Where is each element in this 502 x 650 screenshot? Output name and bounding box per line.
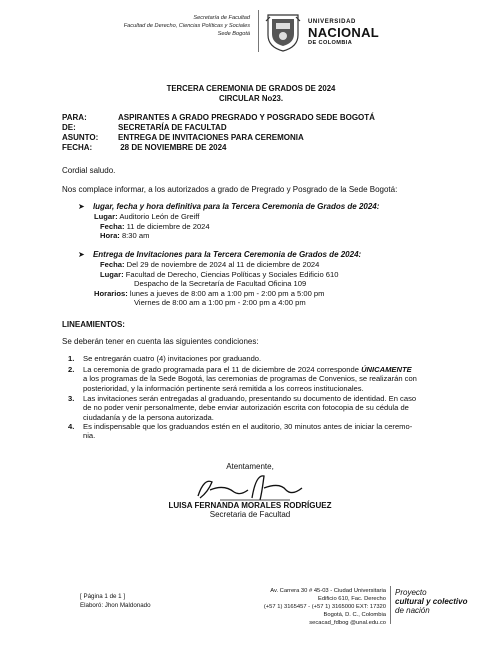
label: Fecha:	[100, 221, 125, 231]
address-line: secacad_fdbog @unal.edu.co	[309, 620, 386, 626]
list-item	[68, 422, 468, 441]
value: Viernes de 8:00 am a 1:00 pm - 2:00 pm a 4:00 pm	[134, 298, 306, 308]
slogan-line: de nación	[395, 606, 430, 615]
circular-number: CIRCULAR No23.	[218, 94, 284, 103]
address-line: Av. Carrera 30 # 45-03 - Ciudad Universitaria	[270, 588, 386, 594]
meta-fecha	[62, 143, 226, 153]
label: Hora:	[100, 231, 120, 241]
item-text: ciudadanía y de la persona autorizada.	[83, 412, 214, 422]
footer-address	[254, 587, 386, 627]
meta-key: DE:	[62, 123, 76, 132]
project-slogan	[395, 588, 467, 615]
address-line: Bogotá, D. C., Colombia	[323, 612, 386, 618]
signature-icon	[190, 470, 310, 504]
item-text: posterioridad, y la información pertinente será remitida a los correos institucionales.	[83, 383, 364, 393]
item-text: Se entregarán cuatro (4) invitaciones por graduando.	[83, 354, 262, 363]
item-number: 1.	[68, 354, 75, 363]
page-indicator: [ Página 1 de 1 ]	[80, 593, 126, 600]
university-name: NACIONAL	[308, 25, 380, 40]
meta-value: ENTREGA DE INVITACIONES PARA CEREMONIA	[118, 133, 304, 142]
university-word: UNIVERSIDAD	[308, 19, 356, 25]
meta-para	[62, 113, 375, 123]
label: Fecha:	[100, 260, 125, 269]
value: Despacho de la Secretaría de Facultad Oficina 109	[134, 279, 307, 289]
dept-line: Secretaría de Facultad	[193, 15, 250, 21]
value: 8:30 am	[119, 231, 150, 241]
value: 11 de diciembre de 2024	[124, 221, 210, 231]
item-text: nia.	[83, 431, 96, 441]
document-title: TERCERA CEREMONIA DE GRADOS DE 2024	[166, 84, 336, 93]
signer-role: Secretaria de Facultad	[209, 510, 291, 519]
label: Horarios:	[94, 288, 128, 298]
item-text: de no poder venir personalmente, debe enviar autorización escrita con fotocopia de su cédula de	[83, 403, 409, 413]
slogan-line: Proyecto	[395, 588, 427, 597]
item-text: Las invitaciones serán entregadas al graduando, presentando su documento de identidad. En caso	[83, 394, 417, 403]
value: Facultad de Derecho, Ciencias Políticas y Sociales Edificio 610	[123, 269, 339, 279]
bullet-arrow-icon: ➤	[78, 250, 85, 259]
department-header	[50, 14, 250, 38]
section2-heading: Entrega de Invitaciones para la Tercera Ceremonia de Grados de 2024:	[92, 250, 362, 259]
greeting: Cordial saludo.	[62, 166, 116, 175]
item-text: La ceremonia de grado programada para el 11 de diciembre de 2024 corresponde	[83, 365, 362, 374]
address-line: (+57 1) 3165457 - (+57 1) 3165000 EXT: 17320	[263, 604, 386, 610]
list-item	[68, 394, 468, 422]
bullet-arrow-icon: ➤	[78, 202, 85, 211]
value: Del 29 de noviembre de 2024 al 11 de diciembre de 2024	[124, 260, 320, 269]
meta-asunto	[62, 133, 304, 143]
header-divider	[258, 10, 259, 52]
meta-de	[62, 123, 227, 133]
label: Lugar:	[94, 212, 118, 221]
signer-name: LUISA FERNANDA MORALES RODRÍGUEZ	[168, 501, 332, 510]
footer-left	[80, 592, 151, 610]
slogan-line: cultural y colectivo	[395, 597, 468, 606]
university-crest-icon	[264, 11, 302, 53]
university-country: DE COLOMBIA	[308, 40, 353, 46]
item-number: 4.	[68, 422, 75, 431]
item-emphasis: ÚNICAMENTE	[361, 365, 412, 374]
item-text: Es indispensable que los graduandos estén en el auditorio, 30 minutos antes de iniciar la ceremo-	[83, 422, 413, 431]
list-item	[68, 354, 468, 363]
meta-value: SECRETARÍA DE FACULTAD	[118, 123, 227, 132]
dept-line: Facultad de Derecho, Ciencias Políticas y Sociales	[123, 23, 250, 29]
intro-paragraph: Nos complace informar, a los autorizados a grado de Pregrado y Posgrado de la Sede Bogotá:	[62, 185, 398, 194]
address-line: Edificio 610, Fac. Derecho	[318, 596, 386, 602]
prepared-by: Elaboró: Jhon Maldonado	[80, 602, 151, 609]
section1	[78, 202, 379, 241]
meta-value: 28 DE NOVIEMBRE DE 2024	[118, 143, 227, 152]
value: lunes a jueves de 8:00 am a 1:00 pm - 2:00 pm a 5:00 pm	[127, 288, 325, 298]
meta-key: ASUNTO:	[62, 133, 99, 142]
section2	[78, 250, 361, 308]
closing: Atentamente,	[226, 462, 274, 471]
university-logo-text	[308, 18, 379, 47]
lineamientos-intro: Se deberán tener en cuenta las siguientes condiciones:	[62, 337, 259, 346]
meta-key: PARA:	[62, 113, 87, 122]
meta-key: FECHA:	[62, 143, 93, 152]
lineamientos-heading: LINEAMIENTOS:	[62, 320, 125, 329]
label: Lugar:	[100, 269, 124, 279]
list-item	[68, 365, 468, 393]
footer-divider	[390, 586, 391, 624]
item-text: a los programas de la Sede Bogotá, las ceremonias de programas de Convenios, se realizarán con	[83, 374, 417, 384]
item-number: 3.	[68, 394, 75, 403]
section1-heading: lugar, fecha y hora definitiva para la Tercera Ceremonia de Grados de 2024:	[92, 202, 380, 211]
meta-value: ASPIRANTES A GRADO PREGRADO Y POSGRADO SEDE BOGOTÁ	[118, 113, 375, 122]
value: Auditorio León de Greiff	[117, 212, 200, 221]
dept-line: Sede Bogotá	[217, 31, 250, 37]
item-number: 2.	[68, 365, 75, 374]
